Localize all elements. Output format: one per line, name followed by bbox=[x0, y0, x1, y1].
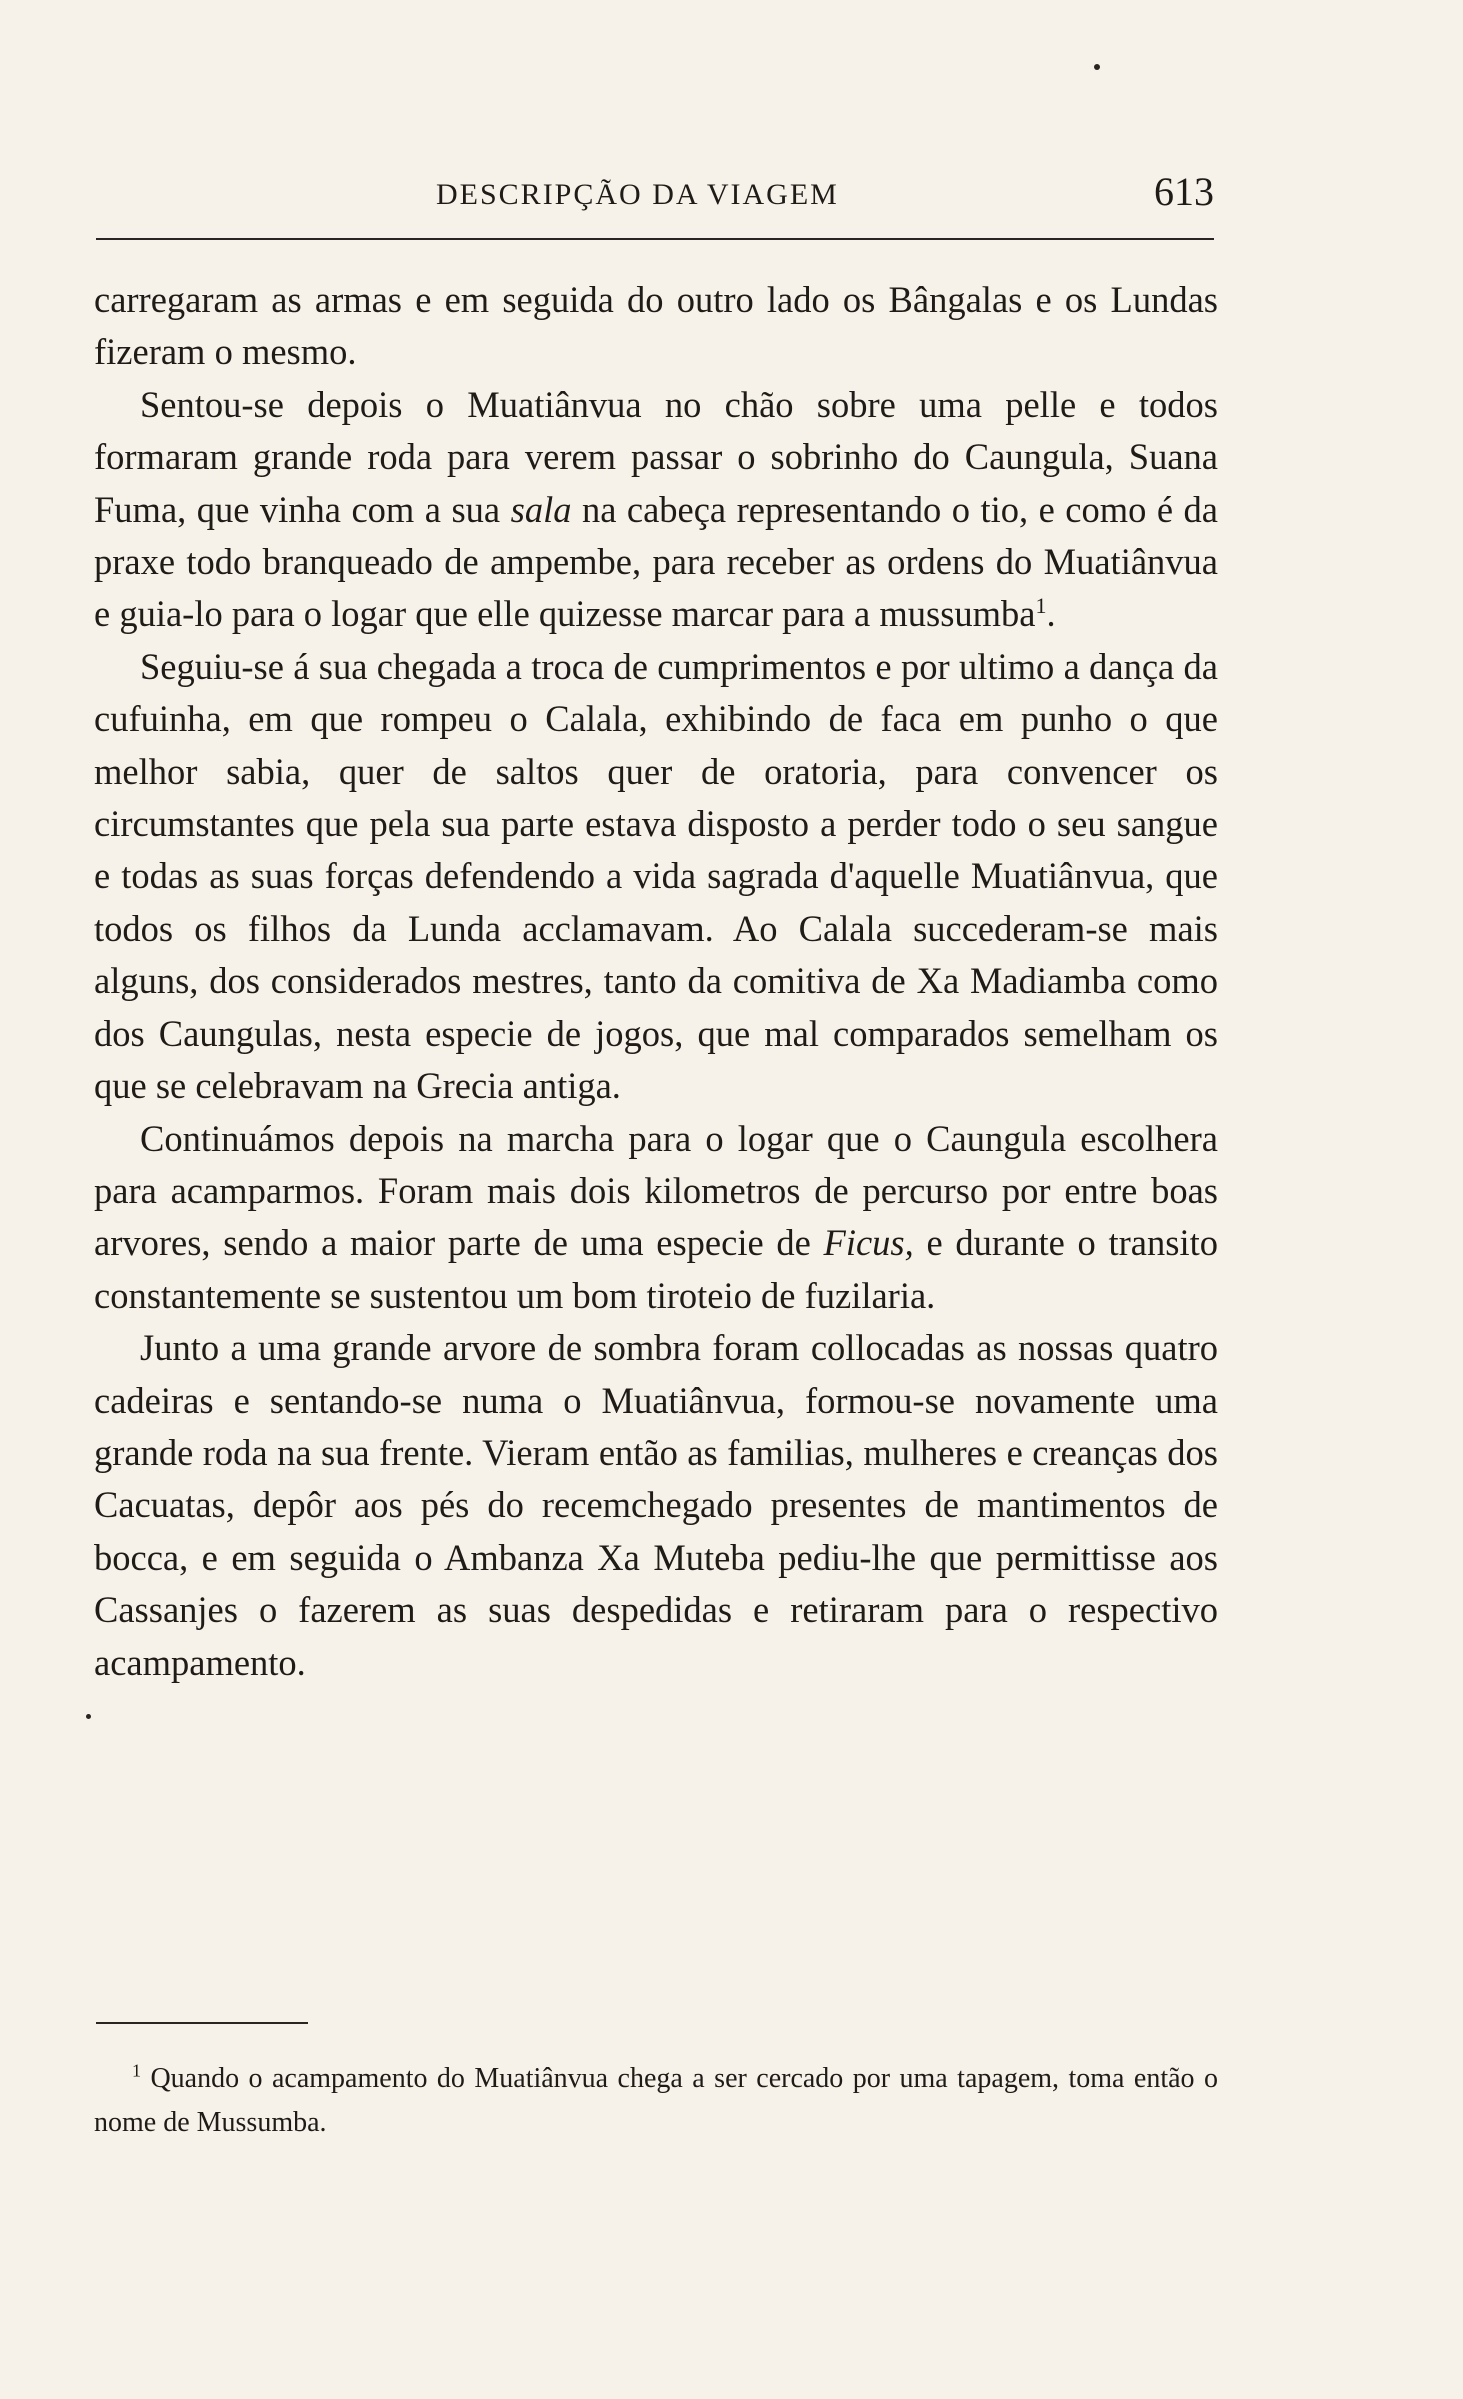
paragraph-1: carregaram as armas e em seguida do outro lado os Bângalas e os Lundas fizeram o mesmo. bbox=[94, 279, 1218, 373]
ink-speck bbox=[1094, 64, 1100, 70]
paragraph-2-end: . bbox=[1046, 593, 1056, 635]
paragraph-2 bbox=[94, 379, 1218, 641]
page-number: 613 bbox=[1154, 169, 1214, 214]
footnote-reference[interactable]: 1 bbox=[1035, 593, 1047, 619]
paragraph-4-text-cont: e durante o transito constantemente se sustentou um bom tiroteio de fuzilaria. bbox=[94, 1222, 1218, 1316]
page-header bbox=[96, 168, 1214, 228]
italic-term-ficus: Ficus, bbox=[823, 1222, 914, 1264]
ink-speck bbox=[86, 1714, 91, 1719]
header-rule bbox=[96, 238, 1214, 240]
footnote-text: Quando o acampamento do Muatiânvua chega a ser cercado por uma tapagem, toma então o nome de Mussumba. bbox=[94, 2063, 1218, 2138]
italic-term-sala: sala bbox=[510, 488, 572, 530]
body-text bbox=[94, 274, 1218, 1689]
paragraph-4 bbox=[94, 1113, 1218, 1323]
paragraph-4-text: Continuámos depois na marcha para o logar que o Caungula escolhera para acamparmos. Foram mais dois kilometros de percurso por entre boas arvores, sendo a maior parte de uma especie de bbox=[94, 1117, 1218, 1264]
paragraph-3: Seguiu-se á sua chegada a troca de cumprimentos e por ultimo a dança da cufuinha, em que rompeu o Calala, exhibindo de faca em punho o que melhor sabia, quer de saltos quer de oratoria, para convencer os circumstantes que pela sua parte estava disposto a perder todo o seu sangue e todas as suas forças defendendo a vida sagrada d'aquelle Muatiânvua, que todos os filhos da Lunda acclamavam. Ao Calala succederam-se mais alguns, dos considerados mestres, tanto da comitiva de Xa Madiamba como dos Caungulas, nesta especie de jogos, que mal comparados semelham os que se celebravam na Grecia antiga. bbox=[94, 645, 1218, 1107]
paragraph-2-text-cont: na cabeça representando o tio, e como é da praxe todo branqueado de ampembe, para receber as ordens do Muatiânvua e guia-lo para o logar que elle quizesse marcar para a mussumba bbox=[94, 488, 1218, 635]
paragraph-5: Junto a uma grande arvore de sombra foram collocadas as nossas quatro cadeiras e sentando-se numa o Muatiânvua, formou-se novamente uma grande roda na sua frente. Vieram então as familias, mulheres e creanças dos Cacuatas, depôr aos pés do recemchegado presentes de mantimentos de bocca, e em seguida o Ambanza Xa Muteba pediu-lhe que permittisse aos Cassanjes o fazerem as suas despedidas e retiraram para o respectivo acampamento. bbox=[94, 1327, 1218, 1683]
running-title: DESCRIPÇÃO DA VIAGEM bbox=[436, 178, 839, 211]
footnote-marker: 1 bbox=[132, 2060, 141, 2081]
footnote bbox=[94, 2057, 1218, 2145]
footnote-rule bbox=[96, 2022, 308, 2024]
paragraph-2-text: Sentou-se depois o Muatiânvua no chão sobre uma pelle e todos formaram grande roda para verem passar o sobrinho do Caungula, Suana Fuma, que vinha com a sua bbox=[94, 383, 1218, 530]
